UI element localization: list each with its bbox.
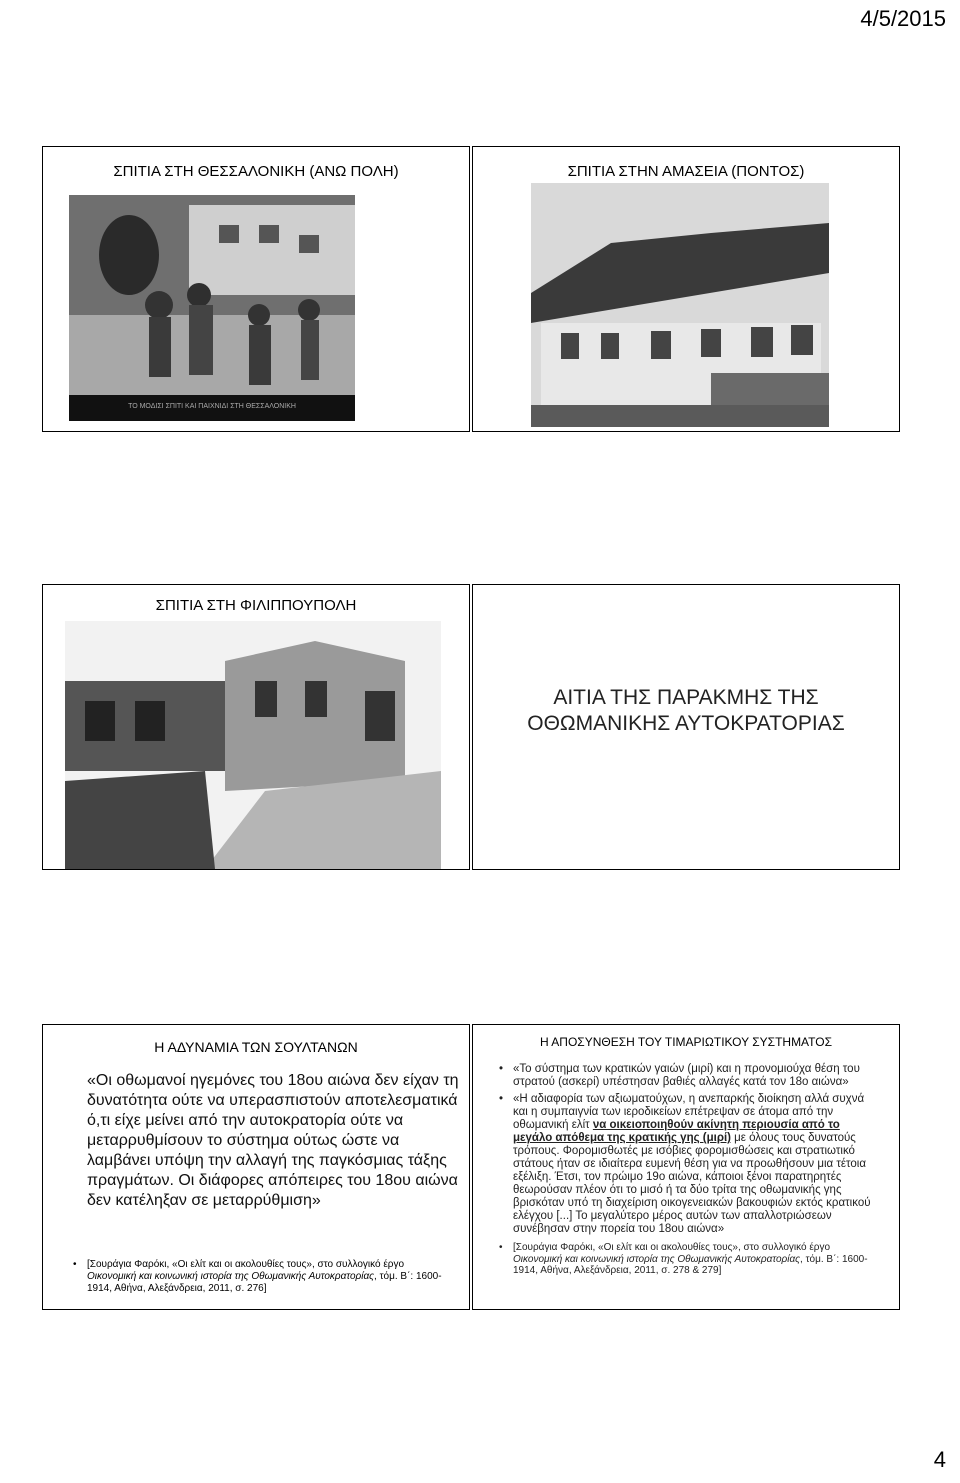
- slide-title: ΣΠΙΤΙΑ ΣΤΗΝ ΑΜΑΣΕΙΑ (ΠΟΝΤΟΣ): [567, 163, 805, 180]
- slide-body: [499, 1063, 873, 1277]
- quote-1-text: «Το σύστημα των κρατικών γαιών (μιρί) και η προνομιούχα θέση του στρατού (ασκερί) υπέστησαν βαθιές αλλαγές κατά τον 18ο αιώνα»: [513, 1063, 860, 1088]
- slide-amaseia: [472, 146, 900, 432]
- citation: [499, 1242, 873, 1277]
- page-number: 4: [933, 1447, 946, 1472]
- slide-decline-causes: [472, 584, 900, 870]
- slide-filippoupoli: [42, 584, 470, 870]
- slide-title: ΣΠΙΤΙΑ ΣΤΗ ΘΕΣΣΑΛΟΝΙΚΗ (ΑΝΩ ΠΟΛΗ): [113, 163, 399, 180]
- photo-filippoupoli-houses: [65, 621, 441, 869]
- quote-2: [499, 1093, 873, 1236]
- bullet-icon: •: [499, 1063, 504, 1075]
- citation-book-title: Οικονομική και κοινωνική ιστορία της Οθωμανικής Αυτοκρατορίας: [87, 1271, 375, 1282]
- photo-caption: ΤΟ ΜΟΔΙΣΙ ΣΠΙΤΙ ΚΑΙ ΠΑΙΧΝΙΔΙ ΣΤΗ ΘΕΣΣΑΛΟΝΙΚΗ: [128, 403, 296, 410]
- heading-line-1: ΑΙΤΙΑ ΤΗΣ ΠΑΡΑΚΜΗΣ ΤΗΣ: [553, 686, 819, 709]
- slide-title: ΣΠΙΤΙΑ ΣΤΗ ΦΙΛΙΠΠΟΥΠΟΛΗ: [155, 597, 357, 614]
- citation-part-b: , τόμ. Β΄: 1600-1914, Αθήνα, Αλεξάνδρεια, 2011, σ. 276]: [87, 1271, 442, 1294]
- quote-2-text-a: «Η αδιαφορία των αξιωματούχων, η ανεπαρκής διοίκηση αλλά συχνά και η συμπαιγνία των ιεροδικείων επέτρεψαν σε άτομα από την οθωμανική ελίτ: [513, 1093, 865, 1131]
- slide-heading: [473, 685, 899, 737]
- quote-2-emphasis: να οικειοποιηθούν ακίνητη περιουσία από το μεγάλο απόθεμα της κρατικής γης (μιρί): [513, 1119, 840, 1144]
- photo-thessaloniki-houses: [69, 195, 355, 421]
- quote-1: [499, 1063, 873, 1089]
- header-date: 4/5/2015: [860, 6, 946, 31]
- citation-book-title: Οικονομική και κοινωνική ιστορία της Οθωμανικής Αυτοκρατορίας: [513, 1253, 801, 1265]
- bullet-icon: •: [499, 1093, 504, 1105]
- slide-sultans-weakness: [42, 1024, 470, 1310]
- photo-amaseia-houses: [531, 183, 829, 427]
- slide-timar-decline: [472, 1024, 900, 1310]
- slide-title: Η ΑΔΥΝΑΜΙΑ ΤΩΝ ΣΟΥΛΤΑΝΩΝ: [154, 1039, 358, 1055]
- heading-line-2: ΟΘΩΜΑΝΙΚΗΣ ΑΥΤΟΚΡΑΤΟΡΙΑΣ: [527, 712, 845, 735]
- quote-2-text-b: με όλους τους δυνατούς τρόπους. Φορομισθωτές με ισόβιες φορομισθώσεις και στρατιωτικό στάτους ήταν σε ιδιαίτερα ευμενή θέση για να προωθήσουν μια τέτοια εξέλιξη. Έτσι, τον πρώιμο 19ο αιώνα, κάποιοι ξένοι παρατηρητές θεωρούσαν πλέον ότι το μισό ή τα δύο τρίτα της οθωμανικής γης βρισκόταν υπό τη διαχείριση οικογενειακών βακουφιών εκτός κρατικού ελέγχου [...] Το μεγαλύτερο μέρος αυτών των απαλλοτριώσεων συνέβησαν στην πορεία του 18ου αιώνα»: [513, 1132, 871, 1235]
- citation-part-a: [Σουράγια Φαρόκι, «Οι ελίτ και οι ακολουθίες τους», στο συλλογικό έργο: [513, 1242, 831, 1253]
- slide-title: Η ΑΠΟΣΥΝΘΕΣΗ ΤΟΥ ΤΙΜΑΡΙΩΤΙΚΟΥ ΣΥΣΤΗΜΑΤΟΣ: [539, 1035, 833, 1049]
- citation-part-b: , τόμ. Β΄: 1600-1914, Αθήνα, Αλεξάνδρεια, 2011, σ. 278 & 279]: [513, 1253, 868, 1276]
- citation: [73, 1259, 451, 1295]
- bullet-icon: •: [73, 1259, 77, 1270]
- bullet-icon: •: [499, 1242, 503, 1253]
- quote-text: «Οι οθωμανοί ηγεμόνες του 18ου αιώνα δεν είχαν τη δυνατότητα ούτε να υπερασπιστούν αποτελεσματικά ό,τι είχε μείνει από την αυτοκρατορία ούτε να μεταρρυθμίσουν το σύστημα ούτως ώστε να λαμβάνει υπόψη την αλλαγή της παγκόσμιας τάξης πραγμάτων. Οι διάφορες απόπειρες του 18ου αιώνα δεν κατέληξαν σε μεταρρύθμιση»: [87, 1072, 459, 1209]
- citation-part-a: [Σουράγια Φαρόκι, «Οι ελίτ και οι ακολουθίες τους», στο συλλογικό έργο: [87, 1259, 405, 1270]
- slide-thessaloniki: [42, 146, 470, 432]
